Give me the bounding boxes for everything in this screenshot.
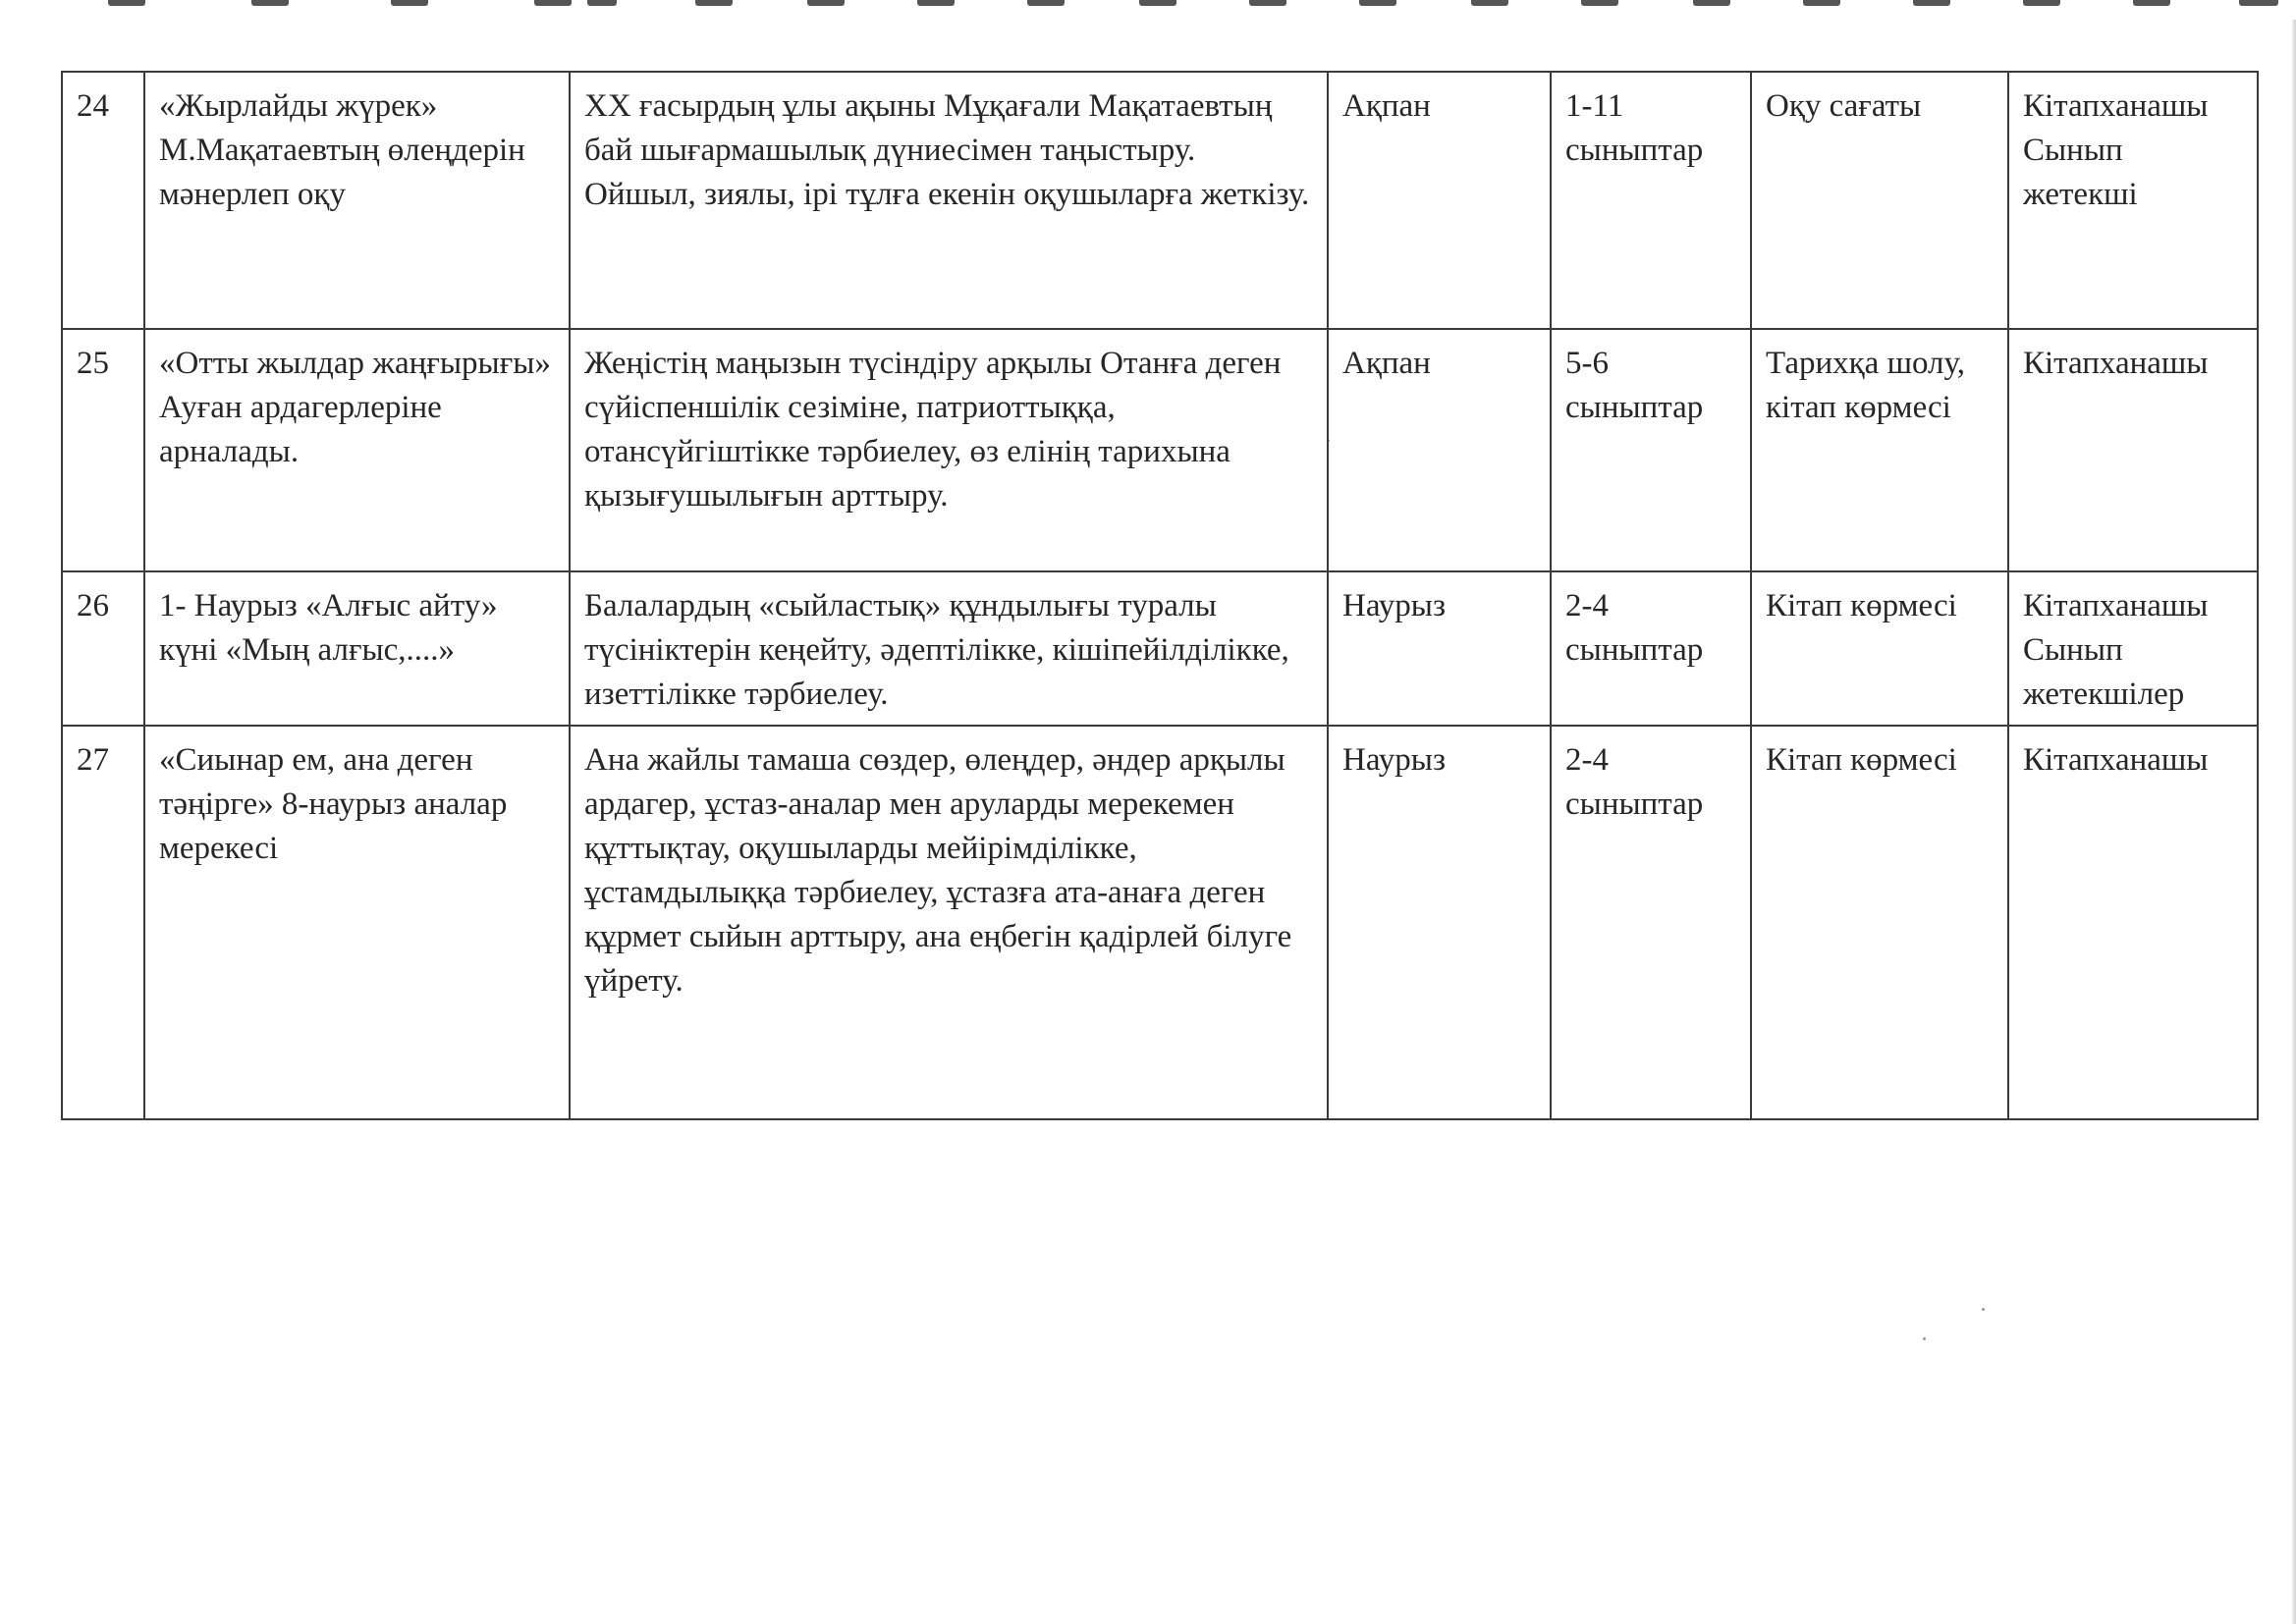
event-classes: 2-4 сыныптар — [1551, 726, 1751, 1119]
event-responsible: Кітапханашы — [2008, 726, 2258, 1119]
row-number: 24 — [62, 72, 144, 329]
event-month: Наурыз — [1328, 571, 1551, 726]
event-month: Ақпан — [1328, 329, 1551, 571]
event-goal: Балалардың «сыйластық» құндылығы туралы түсініктерін кеңейту, әдептілікке, кішіпейілділікке, изеттілікке тәрбиелеу. — [570, 571, 1328, 726]
event-classes: 2-4 сыныптар — [1551, 571, 1751, 726]
event-form: Тарихқа шолу, кітап көрмесі — [1751, 329, 2008, 571]
event-month: Ақпан — [1328, 72, 1551, 329]
event-title: 1- Наурыз «Алғыс айту» күні «Мың алғыс,....» — [144, 571, 570, 726]
event-form: Оқу сағаты — [1751, 72, 2008, 329]
event-goal: Ана жайлы тамаша сөздер, өлеңдер, әндер арқылы ардагер, ұстаз-аналар мен аруларды мерекемен құттықтау, оқушыларды мейірімділікке, ұстамдылыққа тәрбиелеу, ұстазға ата-анаға деген құрмет сыйын арттыру, ана еңбегін қадірлей білуге үйрету. — [570, 726, 1328, 1119]
binder-perforation — [0, 0, 2296, 16]
event-plan-table — [61, 71, 2259, 1120]
table-row — [62, 726, 2258, 1119]
row-number: 25 — [62, 329, 144, 571]
table-row — [62, 72, 2258, 329]
scan-speck — [1923, 1337, 1926, 1340]
event-title: «Сиынар ем, ана деген тәңірге» 8-наурыз аналар мерекесі — [144, 726, 570, 1119]
event-month: Наурыз — [1328, 726, 1551, 1119]
event-form: Кітап көрмесі — [1751, 571, 2008, 726]
row-number: 26 — [62, 571, 144, 726]
event-responsible: Кітапханашы — [2008, 329, 2258, 571]
event-responsible: Кітапханашы Сынып жетекшілер — [2008, 571, 2258, 726]
event-classes: 1-11 сыныптар — [1551, 72, 1751, 329]
event-goal: XX ғасырдың ұлы ақыны Мұқағали Мақатаевтың бай шығармашылық дүниесімен таңыстыру. Ойшыл, зиялы, ірі тұлға екенін оқушыларға жеткізу. — [570, 72, 1328, 329]
event-goal: Жеңістің маңызын түсіндіру арқылы Отанға деген сүйіспеншілік сезіміне, патриоттыққа, отансүйгіштікке тәрбиелеу, өз елінің тарихына қызығушылығын арттыру. — [570, 329, 1328, 571]
page-edge-shadow — [2292, 20, 2296, 1624]
event-title: «Отты жылдар жаңғырығы» Ауған ардагерлеріне арналады. — [144, 329, 570, 571]
event-form: Кітап көрмесі — [1751, 726, 2008, 1119]
event-responsible: Кітапханашы Сынып жетекші — [2008, 72, 2258, 329]
event-classes: 5-6 сыныптар — [1551, 329, 1751, 571]
event-title: «Жырлайды жүрек» М.Мақатаевтың өлеңдерін мәнерлеп оқу — [144, 72, 570, 329]
scan-speck — [1982, 1308, 1985, 1311]
table-row — [62, 571, 2258, 726]
row-number: 27 — [62, 726, 144, 1119]
table-row — [62, 329, 2258, 571]
